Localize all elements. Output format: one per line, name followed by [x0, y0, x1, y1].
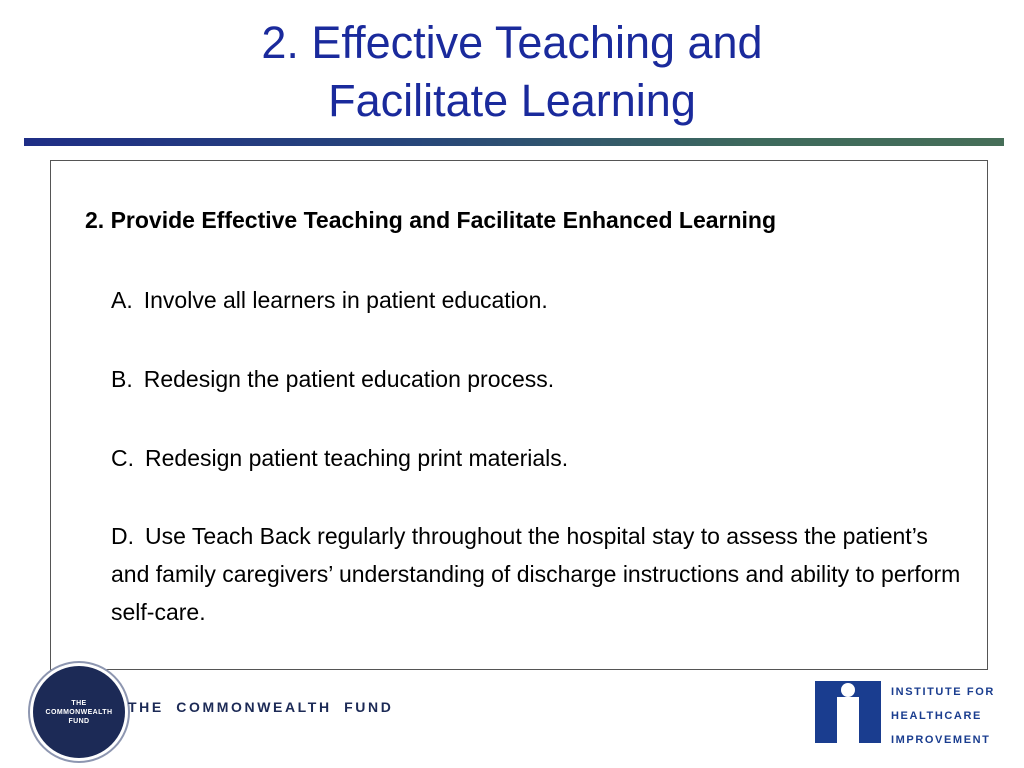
- commonwealth-fund-seal-logo: [33, 666, 125, 758]
- seal-line-1: THE: [71, 699, 87, 707]
- list-item-text: Redesign the patient education process.: [143, 366, 555, 392]
- slide-title: [0, 14, 1024, 130]
- list-item: [111, 439, 568, 477]
- content-box: [50, 160, 988, 670]
- slide-title-line-2: Facilitate Learning: [328, 75, 696, 126]
- slide-title-line-1: 2. Effective Teaching and: [261, 17, 763, 68]
- ihi-wordmark: [891, 680, 995, 752]
- seal-line-3: FUND: [68, 717, 90, 725]
- list-item-letter: C.: [111, 445, 134, 471]
- seal-line-2: COMMONWEALTH: [45, 708, 113, 716]
- list-item: [111, 281, 548, 319]
- list-item-text: Use Teach Back regularly throughout the hospital stay to assess the patient’s and family caregivers’ understanding of discharge instructions and ability to perform self-care.: [111, 523, 961, 625]
- list-item: [111, 517, 971, 631]
- commonwealth-fund-wordmark: THE COMMONWEALTH FUND: [128, 699, 394, 715]
- list-item-letter: A.: [111, 287, 133, 313]
- ihi-line-3: IMPROVEMENT: [891, 734, 991, 746]
- list-item-letter: D.: [111, 523, 134, 549]
- ihi-logo-icon: [815, 681, 881, 743]
- ihi-line-2: HEALTHCARE: [891, 710, 982, 722]
- content-heading: 2. Provide Effective Teaching and Facilitate Enhanced Learning: [85, 207, 777, 233]
- list-item: [111, 360, 554, 398]
- list-item-text: Involve all learners in patient education.: [143, 287, 548, 313]
- list-item-text: Redesign patient teaching print materials.: [145, 445, 569, 471]
- title-divider: [24, 138, 1004, 146]
- list-item-letter: B.: [111, 366, 133, 392]
- ihi-line-1: INSTITUTE FOR: [891, 686, 995, 698]
